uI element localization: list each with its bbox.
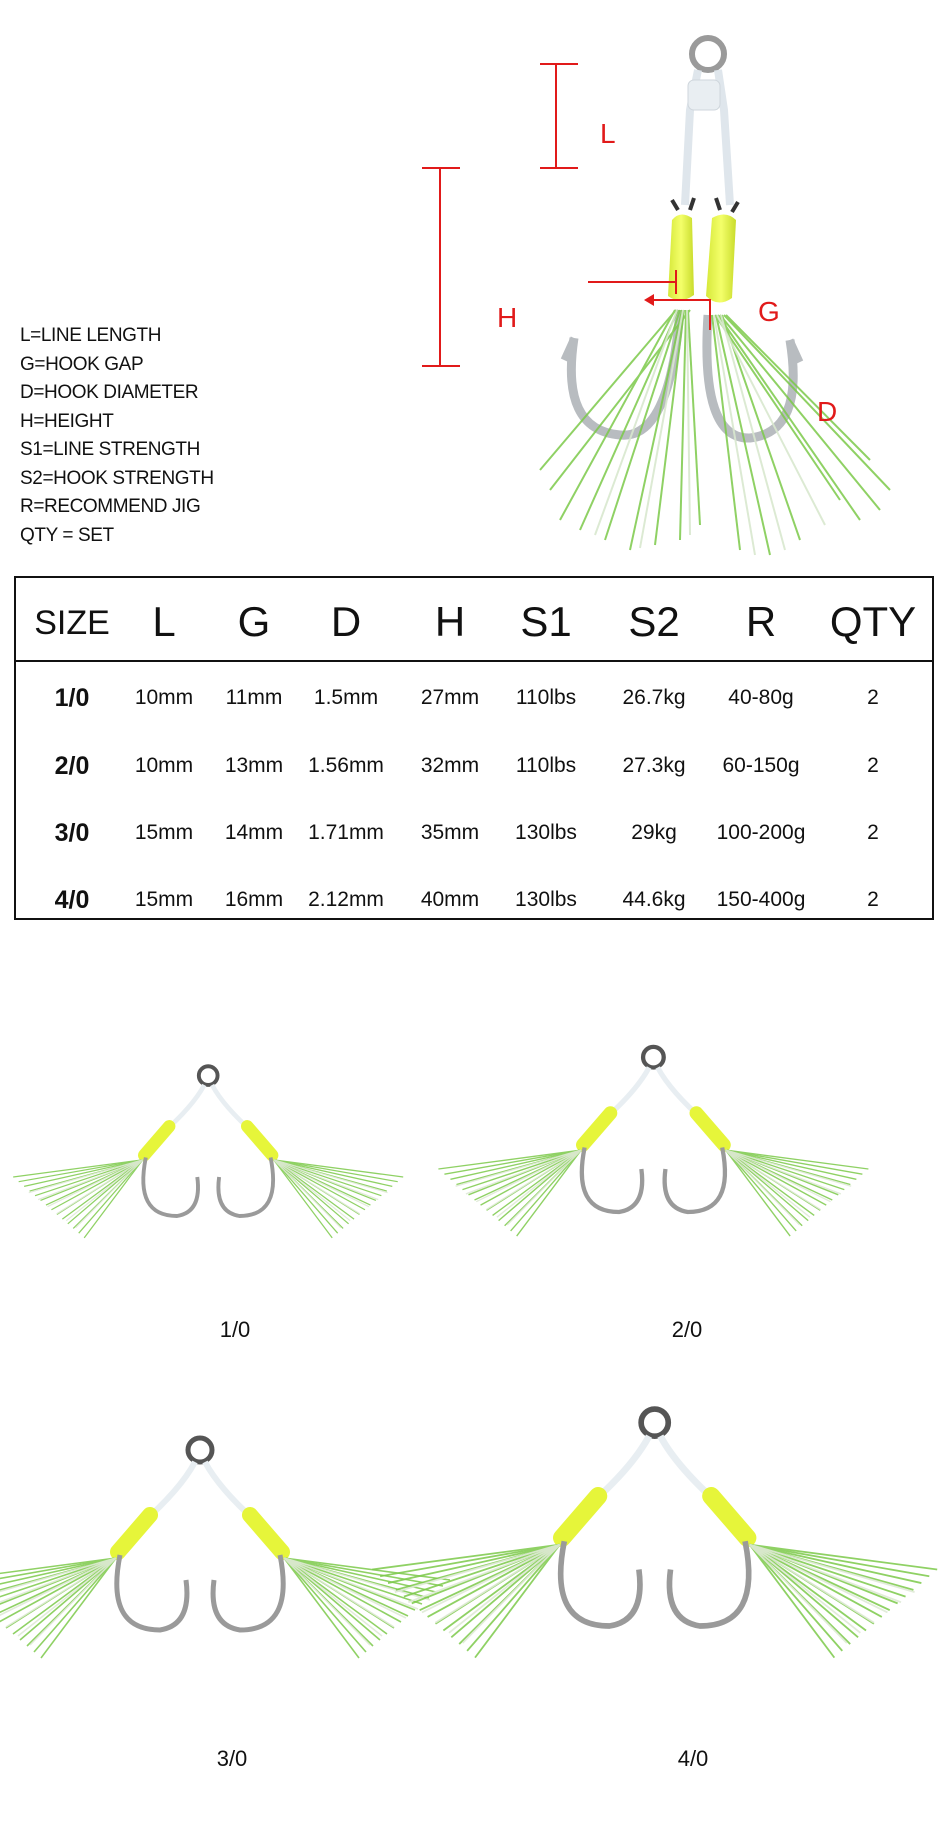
size-cell: 1/0 (54, 684, 90, 712)
legend-item: D=HOOK DIAMETER (20, 382, 199, 403)
legend-item: G=HOOK GAP (20, 353, 144, 375)
dim-label-d: D (817, 396, 838, 427)
product-image-4-0 (440, 1400, 930, 1740)
header-r: R (745, 598, 777, 645)
legend-item: L=LINE LENGTH (20, 325, 162, 346)
table-cell: 10mm (134, 686, 194, 709)
table-cell: 2 (867, 888, 879, 911)
ring-icon (188, 1438, 212, 1462)
dim-label-g: G (758, 296, 780, 327)
table-cell: 27.3kg (622, 754, 686, 777)
header-s2: S2 (628, 598, 680, 645)
table-cell: 2 (867, 754, 879, 777)
table-cell: 40mm (420, 888, 480, 911)
legend-item: S1=LINE STRENGTH (20, 439, 200, 460)
product-image-3-0 (10, 1430, 440, 1740)
table-cell: 60-150g (722, 754, 800, 777)
product-caption: 1/0 (219, 1317, 251, 1342)
table-cell: 1.56mm (308, 754, 384, 777)
size-cell: 3/0 (54, 819, 90, 847)
header-h: H (434, 598, 466, 645)
table-cell: 10mm (134, 754, 194, 777)
table-cell: 1.71mm (308, 821, 384, 844)
spec-table (14, 576, 934, 920)
header-g: G (237, 598, 271, 645)
hook-diagram (540, 20, 940, 580)
dim-label-l: L (600, 118, 616, 149)
header-s1: S1 (520, 598, 572, 645)
product-image-1-0 (60, 1060, 400, 1320)
product-caption: 2/0 (671, 1317, 703, 1342)
table-cell: 110lbs (515, 754, 577, 777)
table-cell: 14mm (224, 821, 284, 844)
table-cell: 2 (867, 686, 879, 709)
table-cell: 2.12mm (308, 888, 384, 911)
header-qty: QTY (829, 598, 917, 645)
table-cell: 1.5mm (313, 686, 379, 709)
ring-icon (643, 1047, 664, 1068)
table-cell: 11mm (225, 686, 283, 709)
table-cell: 100-200g (716, 821, 806, 844)
table-cell: 150-400g (716, 888, 806, 911)
legend (20, 322, 280, 550)
table-cell: 13mm (224, 754, 284, 777)
table-cell: 110lbs (515, 686, 577, 709)
table-cell: 16mm (224, 888, 284, 911)
table-cell: 40-80g (728, 686, 794, 709)
legend-item: QTY = SET (20, 524, 114, 546)
legend-item: R=RECOMMEND JIG (20, 496, 201, 517)
table-cell: 35mm (420, 821, 480, 844)
table-cell: 29kg (631, 821, 677, 844)
table-cell: 2 (867, 821, 879, 844)
product-caption: 3/0 (216, 1746, 248, 1771)
size-cell: 2/0 (54, 752, 90, 780)
header-d: D (330, 598, 362, 645)
table-cell: 32mm (420, 754, 480, 777)
legend-item: S2=HOOK STRENGTH (20, 467, 214, 489)
table-cell: 27mm (420, 686, 480, 709)
legend-item: H=HEIGHT (20, 410, 114, 432)
product-image-2-0 (490, 1040, 850, 1330)
ring-icon (199, 1066, 218, 1085)
table-cell: 130lbs (515, 888, 577, 911)
size-cell: 4/0 (54, 886, 90, 914)
ring-icon (641, 1409, 668, 1436)
ring-icon (692, 38, 724, 70)
table-cell: 15mm (134, 888, 194, 911)
product-caption: 4/0 (677, 1746, 709, 1771)
table-cell: 26.7kg (622, 686, 686, 709)
table-cell: 15mm (134, 821, 194, 844)
dim-label-h: H (497, 302, 518, 333)
header-size: SIZE (34, 604, 110, 642)
header-l: L (152, 598, 176, 645)
header-divider (16, 660, 932, 662)
table-cell: 130lbs (515, 821, 577, 844)
table-cell: 44.6kg (622, 888, 686, 911)
